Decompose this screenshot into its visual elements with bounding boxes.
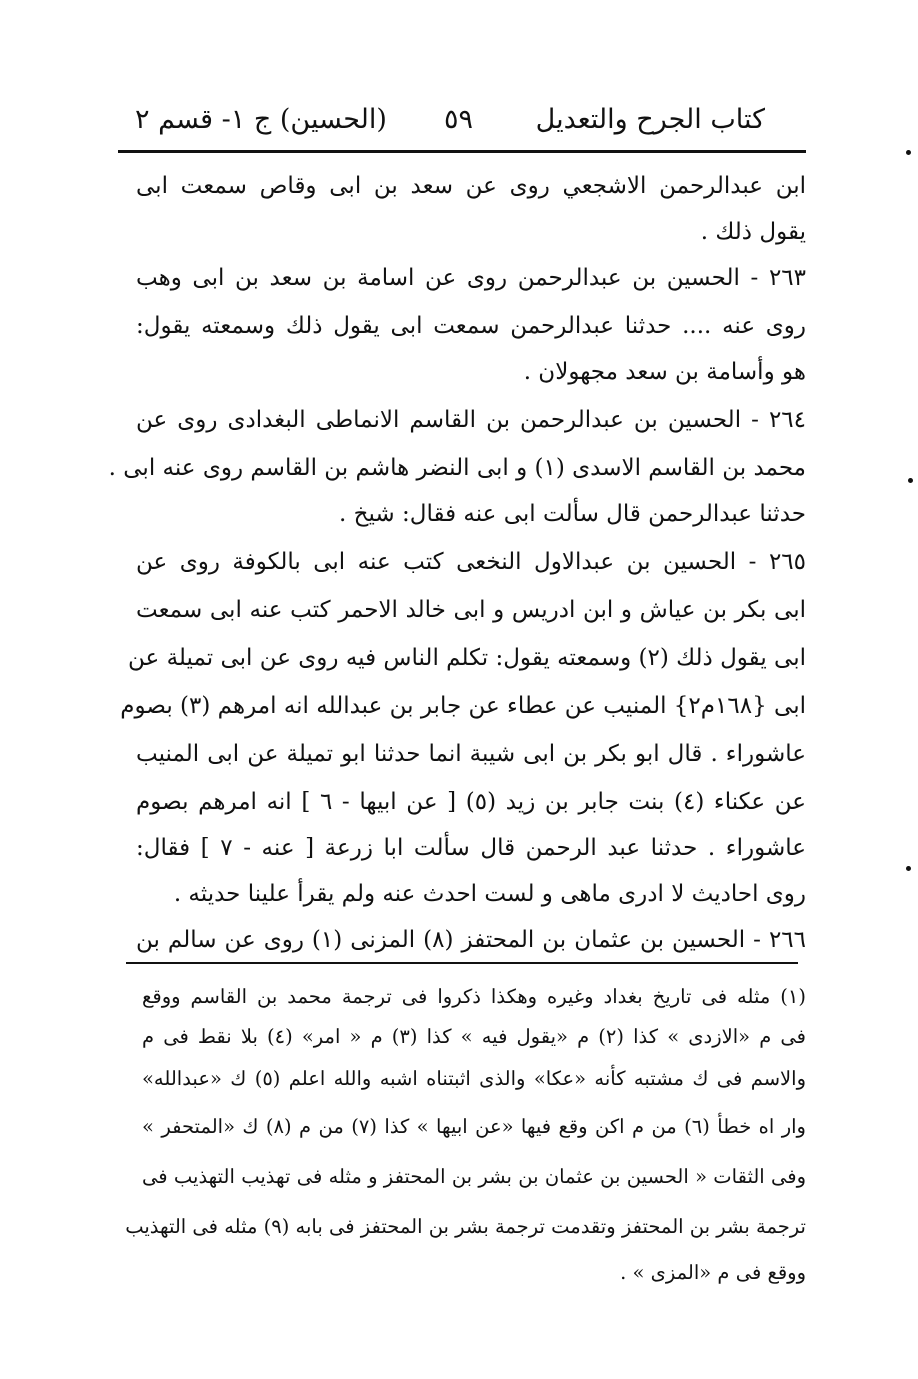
scan-dot [906,150,911,155]
text-line: عاشوراء . حدثنا عبد الرحمن قال سألت ابا زرعة [ عنه - ٧ ] فقال: [136,835,806,861]
text-line: عن عكناء (٤) بنت جابر بن زيد (٥) [ عن ابيها - ٦ ] انه امرهم بصوم [136,789,806,815]
page-number: ٥٩ [443,104,473,135]
footnote-line: وار اه خطأ (٦) من م اكن وقع فيها «عن ابيها » كذا (٧) من م (٨) ك «المتحفر » [142,1115,806,1138]
entry-264-line: ٢٦٤ - الحسين بن عبدالرحمن بن القاسم الانماطى البغدادى روى عن [136,407,806,433]
footnote-line: ووقع فى م «المزى » . [620,1261,806,1284]
scan-dot [908,478,913,483]
section-label: (الحسين) ج ١- قسم ٢ [135,104,387,135]
book-title: كتاب الجرح والتعديل [535,104,765,135]
entry-265-line: ٢٦٥ - الحسين بن عبدالاول النخعى كتب عنه ابى بالكوفة روى عن [136,549,806,575]
text-line: يقول ذلك . [700,219,806,245]
text-line: محمد بن القاسم الاسدى (١) و ابى النضر هاشم بن القاسم روى عنه ابى . [108,455,806,481]
text-line: ابى يقول ذلك (٢) وسمعته يقول: تكلم الناس فيه روى عن ابى تميلة عن [128,645,806,671]
footnote-line: والاسم فى ك مشتبه كأنه «عكا» والذى اثبتناه اشبه والله اعلم (٥) ك «عبدالله» [142,1067,806,1090]
text-line: ابى {١٦٨م٢} المنيب عن عطاء عن جابر بن عبدالله انه امرهم (٣) بصوم [120,693,806,719]
text-line: ابن عبدالرحمن الاشجعي روى عن سعد بن ابى وقاص سمعت ابى [136,173,806,199]
footnote-line: (١) مثله فى تاريخ بغداد وغيره وهكذا ذكروا فى ترجمة محمد بن القاسم ووقع [142,985,806,1008]
scan-dot [906,866,911,871]
text-line: روى عنه .... حدثنا عبدالرحمن سمعت ابى يقول ذلك وسمعته يقول: [136,313,806,339]
entry-263-line: ٢٦٣ - الحسين بن عبدالرحمن روى عن اسامة بن سعد بن ابى وهب [136,265,806,291]
footnote-line: وفى الثقات « الحسين بن عثمان بن بشر بن المحتفز و مثله فى تهذيب التهذيب فى [142,1165,806,1188]
running-header [135,96,765,144]
footnote-rule [126,962,798,964]
text-line: حدثنا عبدالرحمن قال سألت ابى عنه فقال: شيخ . [339,501,806,527]
header-rule [118,150,806,153]
text-line: ابى بكر بن عياش و ابن ادريس و ابى خالد الاحمر كتب عنه ابى سمعت [136,597,806,623]
text-line: هو وأسامة بن سعد مجهولان . [523,359,806,385]
footnote-line: ترجمة بشر بن المحتفز وتقدمت ترجمة بشر بن المحتفز فى بابه (٩) مثله فى التهذيب [125,1215,806,1238]
text-line: روى احاديث لا ادرى ماهى و لست احدث عنه ولم يقرأ علينا حديثه . [173,881,806,907]
entry-266-line: ٢٦٦ - الحسين بن عثمان بن المحتفز (٨) المزنى (١) روى عن سالم بن [136,927,807,953]
text-line: عاشوراء . قال ابو بكر بن ابى شيبة انما حدثنا ابو تميلة عن ابى المنيب [136,741,806,767]
footnote-line: فى م «الازدى » كذا (٢) م «يقول فيه » كذا (٣) م « امر» (٤) بلا نقط فى م [142,1025,806,1048]
